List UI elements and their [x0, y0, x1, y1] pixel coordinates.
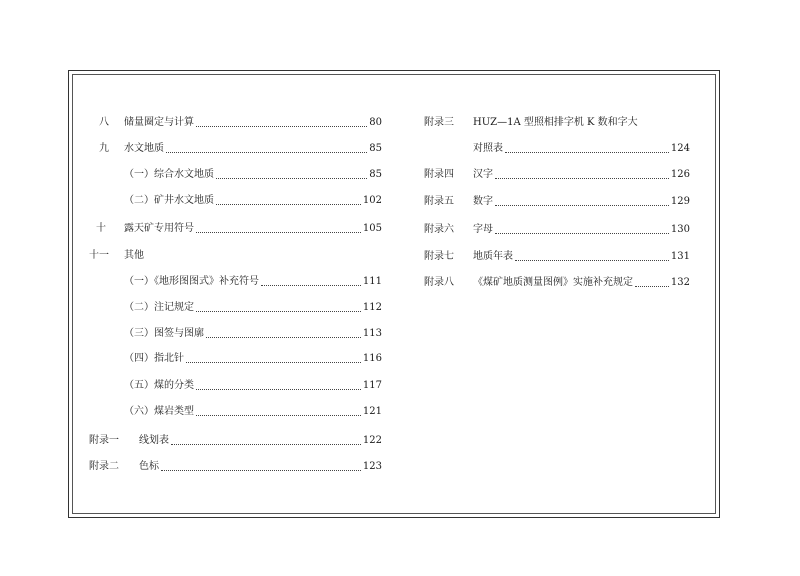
- toc-entry-title: （五）煤的分类: [124, 380, 194, 391]
- toc-entry-title: （四）指北针: [124, 353, 184, 364]
- toc-entry-number: 十一: [89, 250, 109, 261]
- toc-entry[interactable]: [124, 403, 382, 419]
- toc-entry[interactable]: [424, 274, 690, 290]
- dot-leader: [196, 311, 361, 312]
- dot-leader: [166, 152, 367, 153]
- toc-entry-number: 八: [99, 117, 109, 128]
- toc-entry-page: 121: [362, 406, 382, 417]
- toc-entry-page: 132: [670, 277, 690, 288]
- toc-entry-page: 123: [362, 461, 382, 472]
- toc-entry-page: 80: [369, 117, 382, 128]
- toc-entry-page: 129: [670, 196, 690, 207]
- toc-entry-number: 附录五: [424, 196, 454, 207]
- dot-leader: [161, 470, 361, 471]
- toc-entry-number: 附录三: [424, 117, 454, 128]
- dot-leader: [196, 415, 361, 416]
- toc-entry-title: 汉字: [473, 169, 493, 180]
- toc-entry[interactable]: [99, 140, 382, 156]
- toc-entry[interactable]: [124, 166, 382, 182]
- toc-entry[interactable]: [89, 247, 382, 263]
- toc-entry-title: 对照表: [473, 143, 503, 154]
- toc-entry-title: 其他: [124, 250, 144, 261]
- dot-leader: [196, 232, 361, 233]
- toc-entry-page: 85: [369, 169, 382, 180]
- toc-entry-title: HUZ—1A 型照相排字机 K 数和字大: [473, 117, 638, 128]
- toc-entry-number: 附录一: [89, 435, 119, 446]
- toc-entry-page: 124: [670, 143, 690, 154]
- toc-entry[interactable]: [473, 140, 690, 156]
- toc-entry-title: 水文地质: [124, 143, 164, 154]
- toc-entry-page: 130: [670, 224, 690, 235]
- dot-leader: [196, 126, 367, 127]
- toc-entry-page: 113: [362, 328, 382, 339]
- toc-entry-number: 九: [99, 143, 109, 154]
- toc-entry-number: 附录二: [89, 461, 119, 472]
- toc-entry-title: （二）注记规定: [124, 302, 194, 313]
- toc-entry[interactable]: [424, 221, 690, 237]
- toc-entry[interactable]: [124, 350, 382, 366]
- toc-entry-title: （三）图签与图廓: [124, 328, 204, 339]
- toc-entry-page: 131: [670, 251, 690, 262]
- toc-entry-title: 色标: [139, 461, 159, 472]
- toc-entry[interactable]: [124, 273, 382, 289]
- toc-entry-title: 线划表: [139, 435, 169, 446]
- dot-leader: [171, 444, 361, 445]
- toc-entry-page: 126: [670, 169, 690, 180]
- toc-entry-number: 附录六: [424, 224, 454, 235]
- toc-entry-title: （一）综合水文地质: [124, 169, 214, 180]
- toc-entry[interactable]: [89, 432, 382, 448]
- toc-entry-title: （一）《地形图图式》补充符号: [124, 276, 259, 287]
- dot-leader: [216, 178, 367, 179]
- toc-entry[interactable]: [99, 114, 382, 130]
- toc-entry-title: （六）煤岩类型: [124, 406, 194, 417]
- toc-entry-page: 116: [362, 353, 382, 364]
- toc-entry-page: 105: [362, 223, 382, 234]
- dot-leader: [186, 362, 361, 363]
- toc-entry[interactable]: [124, 377, 382, 393]
- toc-entry-number: 十: [96, 223, 106, 234]
- toc-entry-title: 《煤矿地质测量图例》实施补充规定: [473, 277, 633, 288]
- toc-entry-title: 字母: [473, 224, 493, 235]
- toc-entry-title: 储量圈定与计算: [124, 117, 194, 128]
- toc-entry-title: 数字: [473, 196, 493, 207]
- toc-entry-page: 102: [362, 195, 382, 206]
- toc-entry-page: 111: [362, 276, 382, 287]
- dot-leader: [495, 233, 669, 234]
- toc-entry-page: 122: [362, 435, 382, 446]
- toc-entry-number: 附录八: [424, 277, 454, 288]
- toc-entry[interactable]: [424, 248, 690, 264]
- toc-entry-number: 附录七: [424, 251, 454, 262]
- toc-entry[interactable]: [96, 220, 382, 236]
- toc-entry-number: 附录四: [424, 169, 454, 180]
- dot-leader: [515, 260, 669, 261]
- toc-entry-title: 露天矿专用符号: [124, 223, 194, 234]
- dot-leader: [505, 152, 669, 153]
- dot-leader: [216, 204, 361, 205]
- dot-leader: [635, 286, 669, 287]
- toc-entry[interactable]: [424, 114, 690, 130]
- toc-entry-title: 地质年表: [473, 251, 513, 262]
- toc-entry-page: 117: [362, 380, 382, 391]
- toc-entry[interactable]: [89, 458, 382, 474]
- dot-leader: [495, 205, 669, 206]
- dot-leader: [196, 389, 361, 390]
- toc-entry[interactable]: [424, 166, 690, 182]
- toc-entry[interactable]: [124, 325, 382, 341]
- toc-entry-page: 112: [362, 302, 382, 313]
- page-border: [68, 70, 720, 518]
- toc-entry[interactable]: [424, 193, 690, 209]
- toc-entry-page: 85: [369, 143, 382, 154]
- toc-entry[interactable]: [124, 299, 382, 315]
- dot-leader: [261, 285, 361, 286]
- dot-leader: [495, 178, 669, 179]
- toc-entry-title: （二）矿井水文地质: [124, 195, 214, 206]
- toc-entry[interactable]: [124, 192, 382, 208]
- dot-leader: [206, 337, 361, 338]
